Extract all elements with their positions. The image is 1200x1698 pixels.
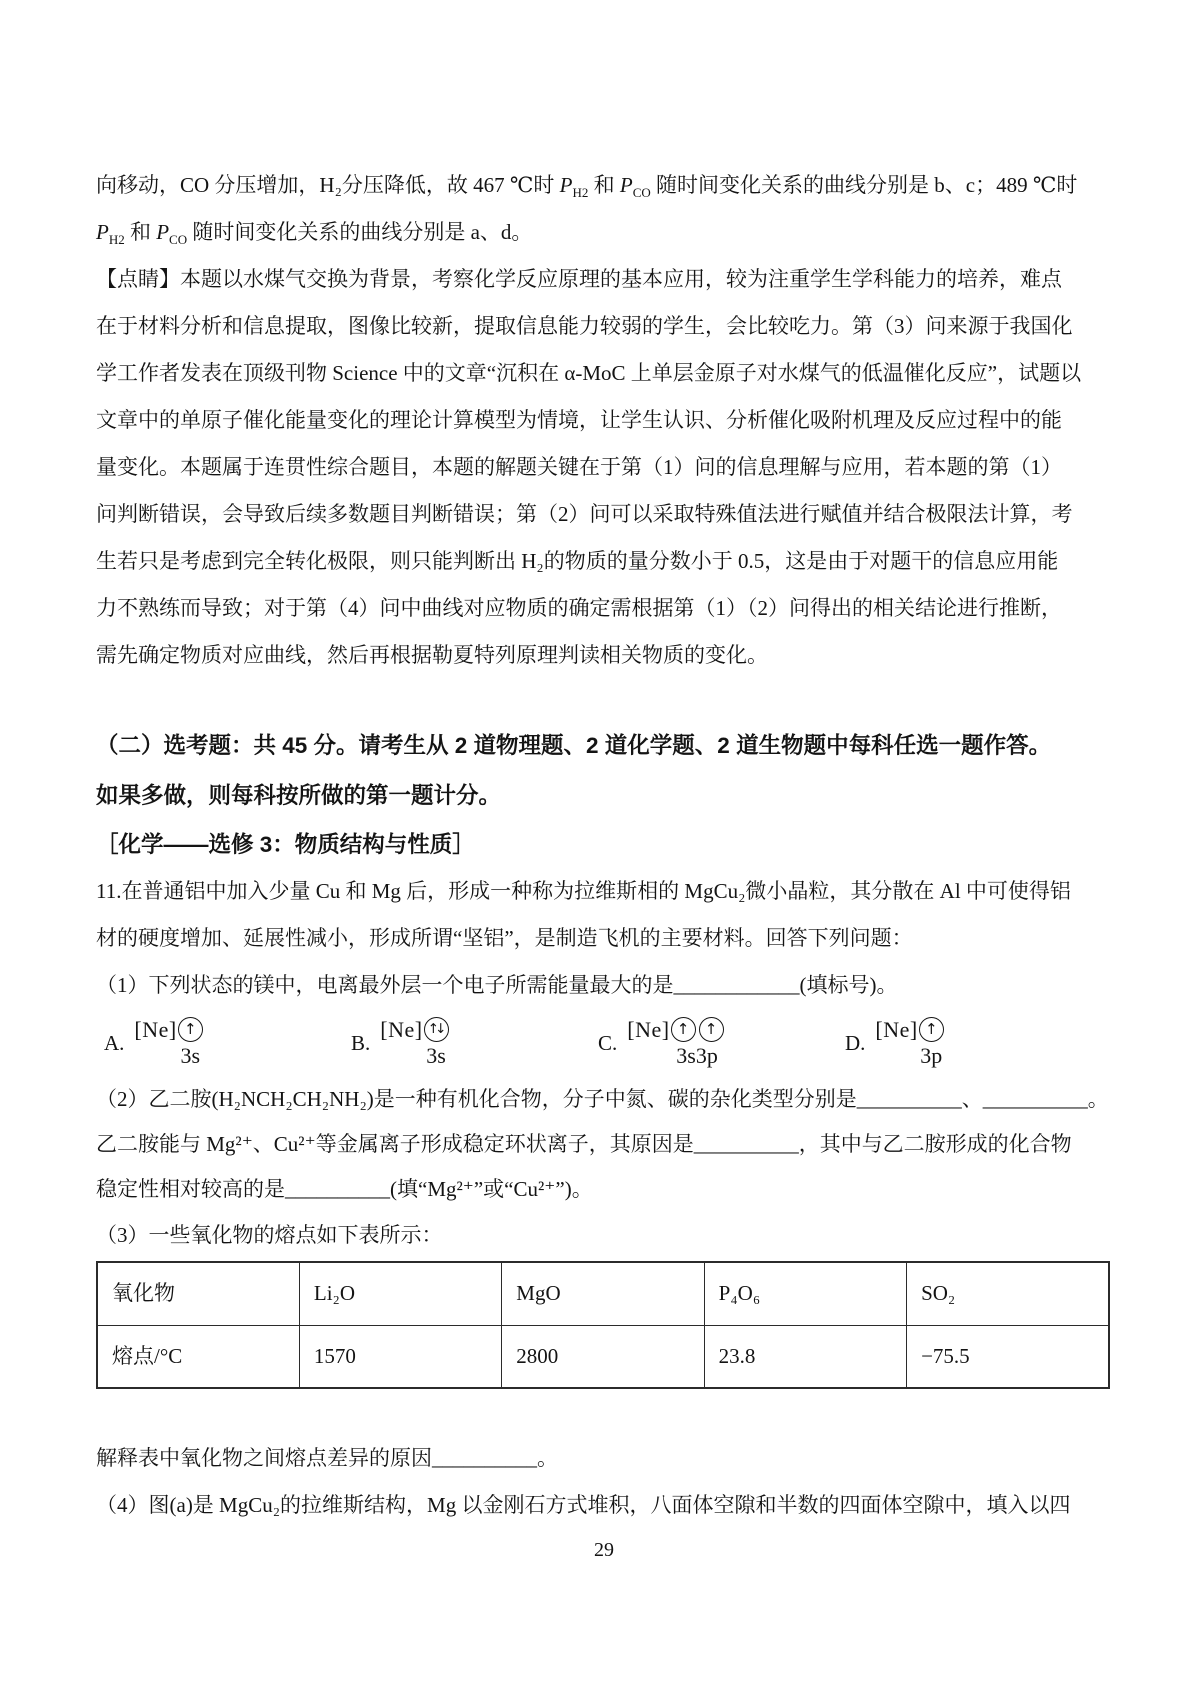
subscript-co: CO — [169, 232, 188, 248]
text-line: 学工作者发表在顶级刊物 Science 中的文章“沉积在 α-MoC 上单层金原子对水煤气的低温催化反应”，试题以 — [96, 361, 1082, 385]
page-number: 29 — [594, 1539, 614, 1561]
orbital-column — [919, 1017, 944, 1069]
question-11-part3-explain: 解释表中氧化物之间熔点差异的原因__________。 — [96, 1446, 558, 1470]
text-line: 材的硬度增加、延展性减小，形成所谓“坚铝”，是制造飞机的主要材料。回答下列问题： — [96, 926, 913, 950]
option-c — [598, 1017, 845, 1069]
orbital-label: 3s3p — [676, 1043, 718, 1068]
text-line: 量变化。本题属于连贯性综合题目，本题的解题关键在于第（1）问的信息理解与应用，若本题的第（1） — [96, 455, 1062, 479]
ne-core-label: [Ne] — [875, 1017, 918, 1042]
orbital-column — [178, 1017, 203, 1069]
option-letter: A. — [104, 1030, 125, 1055]
table-cell-mp-so2: −75.5 — [907, 1325, 1109, 1388]
table-cell-mp-label: 熔点/°C — [97, 1325, 299, 1388]
pressure-symbol: P — [559, 173, 573, 197]
table-cell-mp-li2o: 1570 — [299, 1325, 501, 1388]
text-line: 在于材料分析和信息提取，图像比较新，提取信息能力较弱的学生，会比较吃力。第（3）问来源于我国化 — [96, 314, 1073, 338]
orbital-circle — [671, 1017, 696, 1042]
section-heading-line: （二）选考题：共 45 分。请考生从 2 道物理题、2 道化学题、2 道生物题中每科任选一题作答。 — [96, 733, 1052, 758]
orbital-label: 3p — [920, 1043, 943, 1068]
text-line: 力不熟练而导致；对于第（4）问中曲线对应物质的确定需根据第（1）（2）问得出的相关结论进行推断， — [96, 596, 1062, 620]
question-11-intro — [96, 868, 1112, 962]
subscript-co: CO — [632, 185, 651, 201]
option-d — [845, 1017, 1092, 1069]
pressure-symbol: P — [156, 220, 170, 244]
text-line: 11.在普通铝中加入少量 Cu 和 Mg 后，形成一种称为拉维斯相的 MgCu₂微小晶粒，其分散在 Al 中可使得铝 — [96, 879, 1071, 903]
question-11-part3-text: （3）一些氧化物的熔点如下表所示： — [96, 1223, 443, 1247]
orbital-circle — [919, 1017, 944, 1042]
table-cell-mp-mgo: 2800 — [502, 1325, 704, 1388]
spin-up-arrow-icon: ↑ — [183, 1020, 197, 1038]
pressure-symbol: P — [96, 220, 109, 244]
spin-up-arrow-icon: ↑ — [676, 1020, 690, 1038]
question-11-part4-text: （4）图(a)是 MgCu₂的拉维斯结构，Mg 以金刚石方式堆积，八面体空隙和半数的四面体空隙中，填入以四 — [96, 1493, 1071, 1517]
text-line: 问判断错误，会导致后续多数题目判断错误；第（2）问可以采取特殊值法进行赋值并结合极限法计算，考 — [96, 502, 1073, 526]
orbital-column — [424, 1017, 449, 1069]
text-segment: 随时间变化关系的曲线分别是 b、c；489 ℃时 — [650, 173, 1078, 197]
paragraph-co-pressure-analysis — [96, 162, 1112, 256]
option-row — [104, 1017, 1112, 1069]
orbital-circle — [178, 1017, 203, 1042]
orbital-label: 3s — [180, 1043, 201, 1068]
option-a — [104, 1017, 351, 1069]
orbital-column — [671, 1017, 724, 1069]
ne-core-label: [Ne] — [380, 1017, 423, 1042]
text-line — [96, 209, 1112, 256]
option-letter: D. — [845, 1030, 866, 1055]
table-cell-mp-p4o6: 23.8 — [704, 1325, 906, 1388]
melting-point-table — [96, 1261, 1110, 1389]
text-segment: 随时间变化关系的曲线分别是 a、d。 — [187, 220, 533, 244]
paragraph-dianjing-note — [96, 256, 1112, 679]
heading-chemistry-elective3: ［化学——选修 3：物质结构与性质］ — [96, 832, 475, 857]
ne-core-label: [Ne] — [627, 1017, 670, 1042]
electron-configuration-d — [875, 1017, 943, 1069]
question-11-part2 — [96, 1077, 1112, 1212]
table-cell-li2o: Li₂O — [299, 1262, 501, 1325]
table-cell-p4o6: P₄O₆ — [704, 1262, 906, 1325]
orbital-circles — [178, 1017, 203, 1042]
electron-configuration-b — [380, 1017, 448, 1069]
option-letter: B. — [351, 1030, 371, 1055]
pressure-symbol: P — [619, 173, 633, 197]
spin-up-arrow-icon: ↑ — [704, 1020, 718, 1038]
text-line: 需先确定物质对应曲线，然后再根据勒夏特列原理判读相关物质的变化。 — [96, 643, 768, 667]
table-data-row — [97, 1325, 1109, 1388]
table-cell-mgo: MgO — [502, 1262, 704, 1325]
orbital-label: 3s — [426, 1043, 446, 1068]
section-heading-line: 如果多做，则每科按所做的第一题计分。 — [96, 783, 502, 808]
option-letter: C. — [598, 1030, 618, 1055]
orbital-circles — [424, 1017, 449, 1042]
text-line: 乙二胺能与 Mg²⁺、Cu²⁺等金属离子形成稳定环状离子，其原因是__________，其中与乙二胺形成的化合物 — [96, 1132, 1072, 1156]
table-cell-so2: SO₂ — [907, 1262, 1109, 1325]
orbital-circle — [424, 1017, 449, 1042]
electron-configuration-c — [627, 1017, 723, 1069]
table-header-row — [97, 1262, 1109, 1325]
subscript-h2: H2 — [108, 232, 125, 248]
question-11-part1-text: （1）下列状态的镁中，电离最外层一个电子所需能量最大的是____________(填标号)。 — [96, 973, 898, 997]
subscript-h2: H2 — [572, 185, 589, 201]
text-segment: 和 — [588, 173, 620, 197]
option-b — [351, 1017, 598, 1069]
orbital-circles — [919, 1017, 944, 1042]
table-cell-oxide-label: 氧化物 — [97, 1262, 299, 1325]
electron-configuration-a — [134, 1017, 202, 1069]
text-line: 【点睛】本题以水煤气交换为背景，考察化学反应原理的基本应用，较为注重学生学科能力的培养，难点 — [96, 267, 1062, 291]
text-line: （2）乙二胺(H₂NCH₂CH₂NH₂)是一种有机化合物，分子中氮、碳的杂化类型分别是__________、__________。 — [96, 1087, 1109, 1111]
spin-up-arrow-icon: ↑ — [924, 1020, 938, 1038]
text-segment: 向移动，CO 分压增加，H₂分压降低，故 467 ℃时 — [96, 173, 560, 197]
paired-spin-arrows-icon: ↑↓ — [427, 1020, 443, 1037]
text-segment: 和 — [124, 220, 157, 244]
orbital-circle — [699, 1017, 724, 1042]
text-line: 文章中的单原子催化能量变化的理论计算模型为情境，让学生认识、分析催化吸附机理及反应过程中的能 — [96, 408, 1062, 432]
section-heading-optional-questions — [96, 721, 1112, 821]
text-line: 生若只是考虑到完全转化极限，则只能判断出 H₂的物质的量分数小于 0.5，这是由于对题干的信息应用能 — [96, 549, 1059, 573]
ne-core-label: [Ne] — [134, 1017, 177, 1042]
text-line: 稳定性相对较高的是__________(填“Mg²⁺”或“Cu²⁺”)。 — [96, 1177, 593, 1201]
text-line — [96, 162, 1112, 209]
orbital-circles — [671, 1017, 724, 1042]
